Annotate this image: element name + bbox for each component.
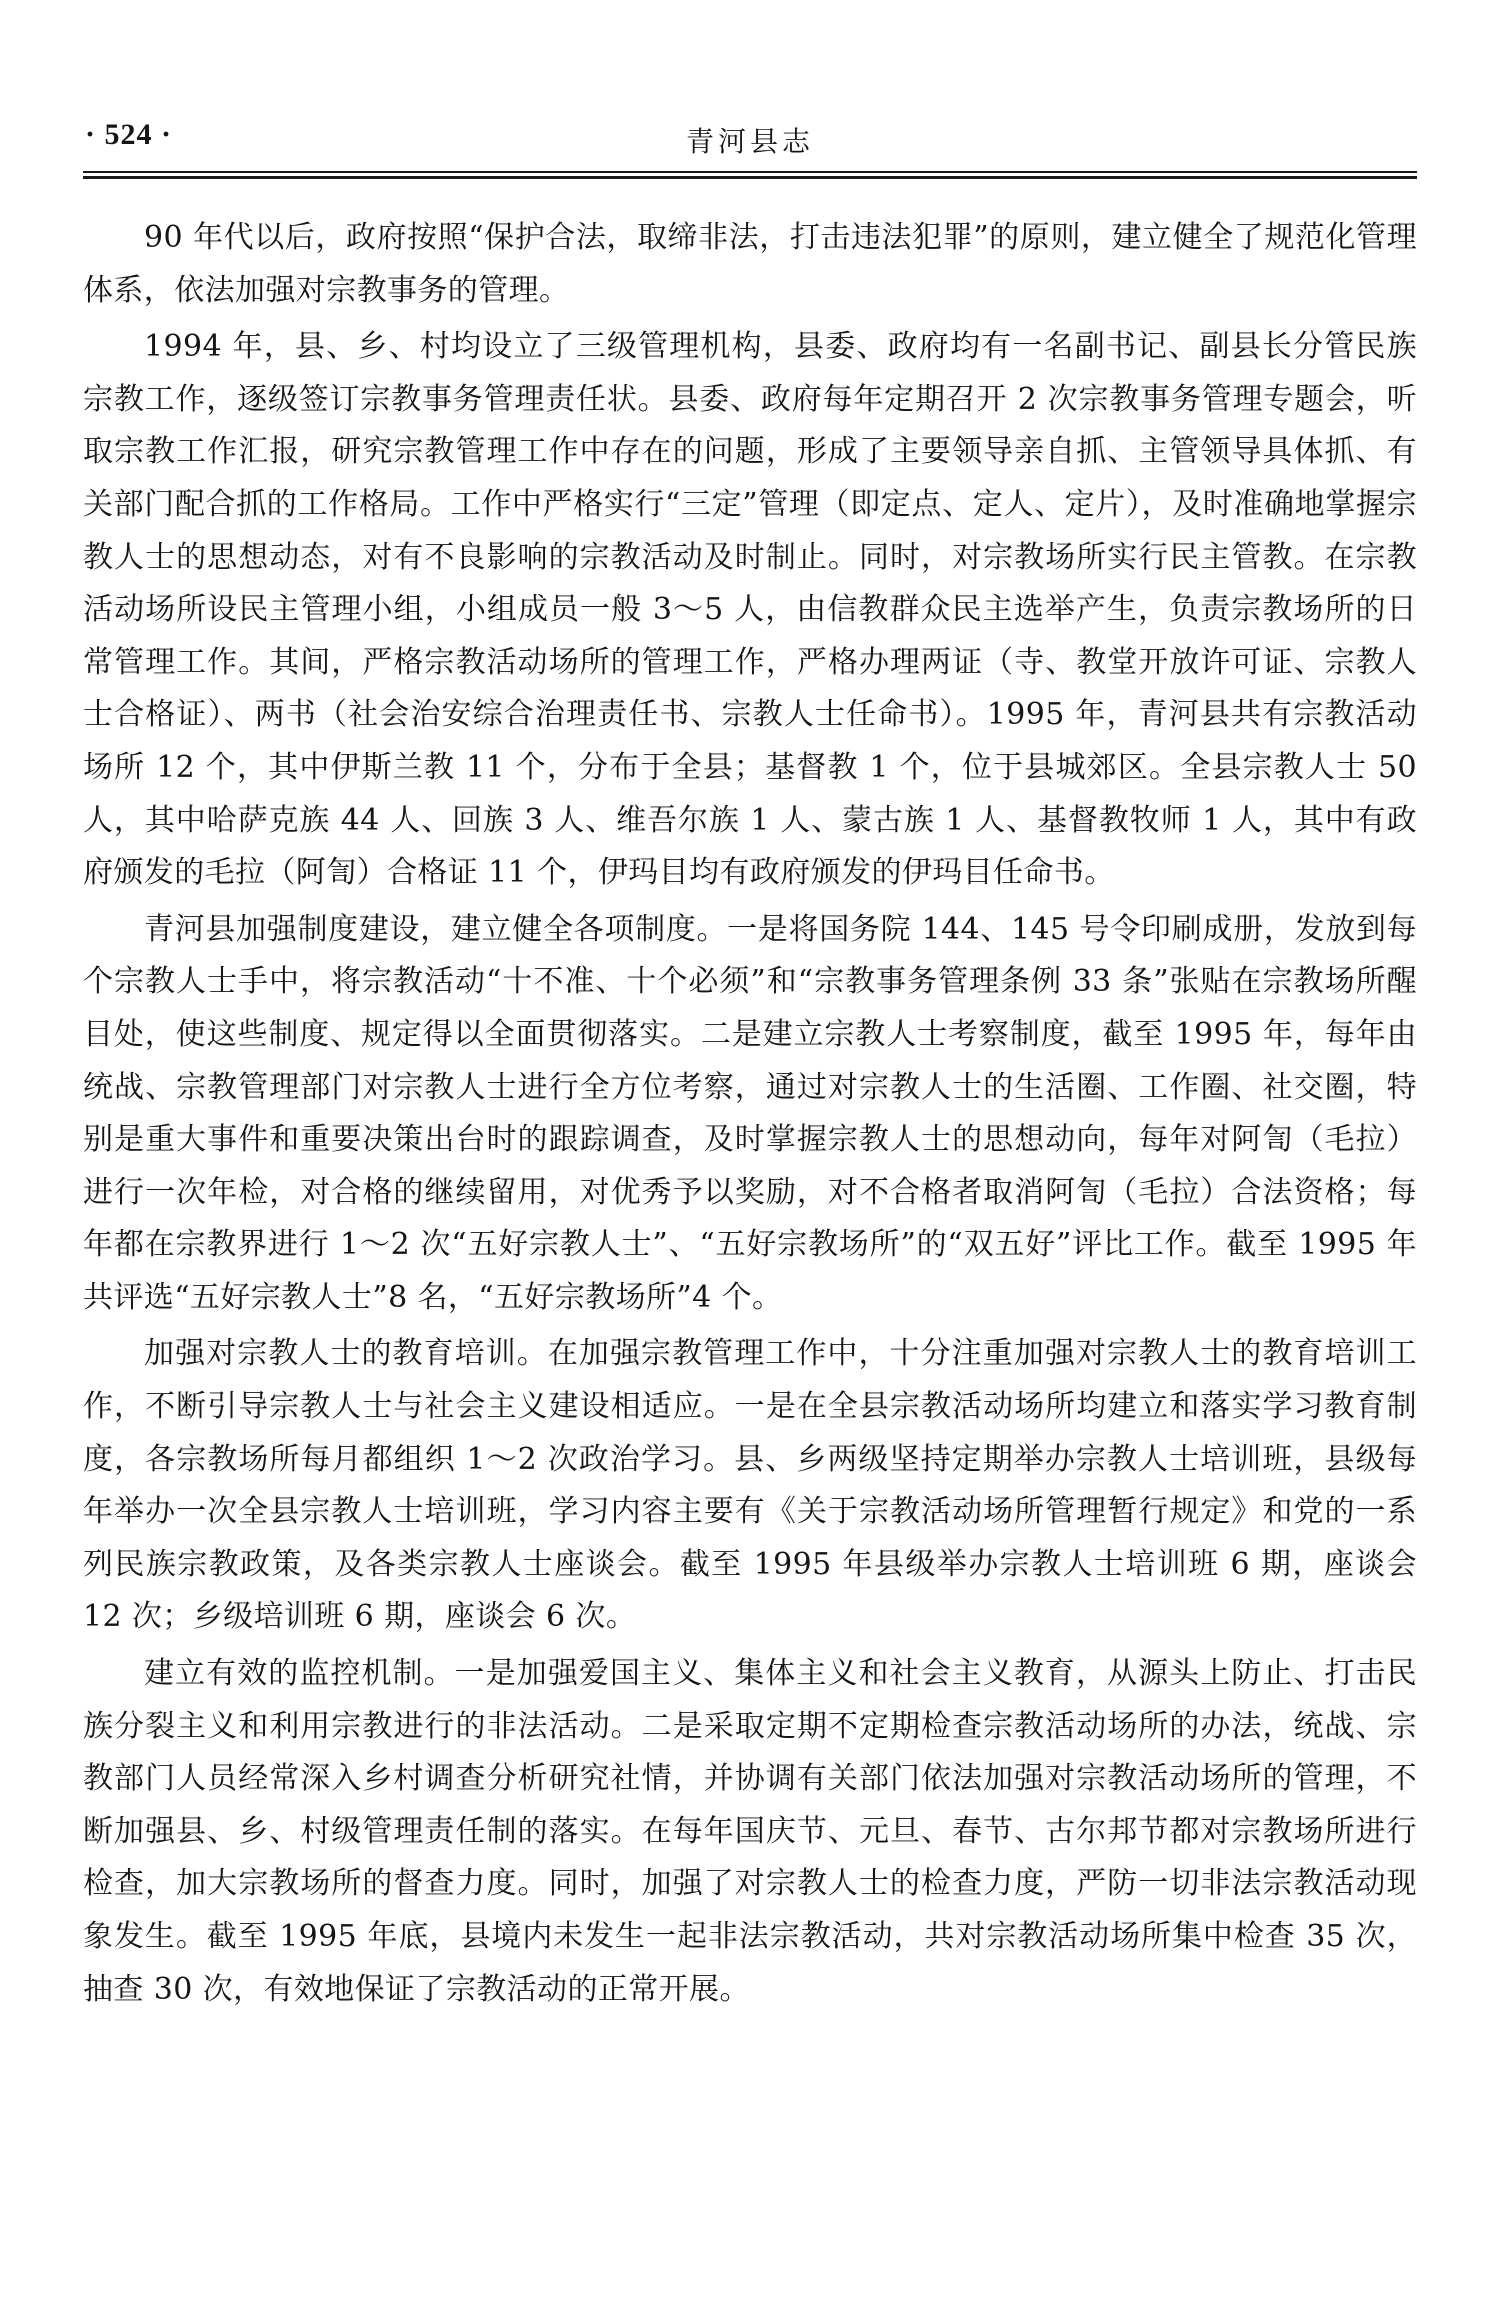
paragraph-system-building: 青河县加强制度建设，建立健全各项制度。一是将国务院 144、145 号令印刷成册，发放到每个宗教人士手中，将宗教活动“十不准、十个必须”和“宗教事务管理条例 33 条”张贴在宗教场所醒目处，使这些制度、规定得以全面贯彻落实。二是建立宗教人士考察制度，截至 1995 年，每年由统战、宗教管理部门对宗教人士进行全方位考察，通过对宗教人士的生活圈、工作圈、社交圈，特别是重大事件和重要决策出台时的跟踪调查，及时掌握宗教人士的思想动向，每年对阿訇（毛拉）进行一次年检，对合格的继续留用，对优秀予以奖励，对不合格者取消阿訇（毛拉）合法资格；每年都在宗教界进行 1～2 次“五好宗教人士”、“五好宗教场所”的“双五好”评比工作。截至 1995 年共评选“五好宗教人士”8 名，“五好宗教场所”4 个。 [83,911,1417,1315]
page-number: · 524 · [85,118,173,151]
header-rule-thick [83,176,1417,179]
paragraph-management-structure: 1994 年，县、乡、村均设立了三级管理机构，县委、政府均有一名副书记、副县长分管民族宗教工作，逐级签订宗教事务管理责任状。县委、政府每年定期召开 2 次宗教事务管理专题会，听取宗教工作汇报，研究宗教管理工作中存在的问题，形成了主要领导亲自抓、主管领导具体抓、有关部门配合抓的工作格局。工作中严格实行“三定”管理（即定点、定人、定片），及时准确地掌握宗教人士的思想动态，对有不良影响的宗教活动及时制止。同时，对宗教场所实行民主管教。在宗教活动场所设民主管理小组，小组成员一般 3～5 人，由信教群众民主选举产生，负责宗教场所的日常管理工作。其间，严格宗教活动场所的管理工作，严格办理两证（寺、教堂开放许可证、宗教人士合格证）、两书（社会治安综合治理责任书、宗教人士任命书）。1995 年，青河县共有宗教活动场所 12 个，其中伊斯兰教 11 个，分布于全县；基督教 1 个，位于县城郊区。全县宗教人士 50 人，其中哈萨克族 44 人、回族 3 人、维吾尔族 1 人、蒙古族 1 人、基督教牧师 1 人，其中有政府颁发的毛拉（阿訇）合格证 11 个，伊玛目均有政府颁发的伊玛目任命书。 [83,329,1417,891]
body-text [83,212,1417,2020]
header-rule-thin [83,171,1417,173]
paragraph-policy-principle: 90 年代以后，政府按照“保护合法，取缔非法，打击违法犯罪”的原则，建立健全了规范化管理体系，依法加强对宗教事务的管理。 [83,220,1417,308]
running-title: 青河县志 [685,125,814,158]
paragraph-monitoring-mechanism: 建立有效的监控机制。一是加强爱国主义、集体主义和社会主义教育，从源头上防止、打击民族分裂主义和利用宗教进行的非法活动。二是采取定期不定期检查宗教活动场所的办法，统战、宗教部门人员经常深入乡村调查分析研究社情，并协调有关部门依法加强对宗教活动场所的管理，不断加强县、乡、村级管理责任制的落实。在每年国庆节、元旦、春节、古尔邦节都对宗教场所进行检查，加大宗教场所的督查力度。同时，加强了对宗教人士的检查力度，严防一切非法宗教活动现象发生。截至 1995 年底，县境内未发生一起非法宗教活动，共对宗教活动场所集中检查 35 次，抽查 30 次，有效地保证了宗教活动的正常开展。 [83,1656,1417,2007]
paragraph-education-training: 加强对宗教人士的教育培训。在加强宗教管理工作中，十分注重加强对宗教人士的教育培训工作，不断引导宗教人士与社会主义建设相适应。一是在全县宗教活动场所均建立和落实学习教育制度，各宗教场所每月都组织 1～2 次政治学习。县、乡两级坚持定期举办宗教人士培训班，县级每年举办一次全县宗教人士培训班，学习内容主要有《关于宗教活动场所管理暂行规定》和党的一系列民族宗教政策，及各类宗教人士座谈会。截至 1995 年县级举办宗教人士培训班 6 期，座谈会 12 次；乡级培训班 6 期，座谈会 6 次。 [83,1336,1417,1635]
page-header [85,118,1415,168]
